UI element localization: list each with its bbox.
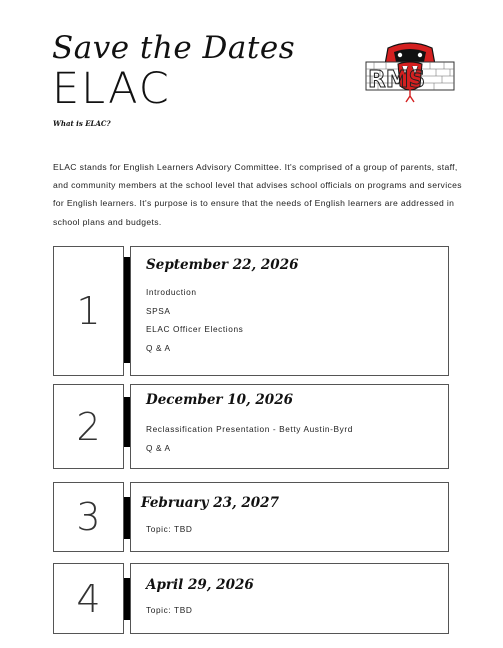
agenda-item: Q & A <box>146 343 171 353</box>
meeting-date: February 23, 2027 <box>141 495 279 511</box>
agenda-item: Q & A <box>146 443 171 453</box>
agenda-item: Introduction <box>146 287 197 297</box>
meeting-number-box: 4 <box>53 563 124 634</box>
meeting-date: December 10, 2026 <box>146 392 293 408</box>
agenda-item: ELAC Officer Elections <box>146 324 244 334</box>
school-logo <box>364 40 456 106</box>
agenda-item: Topic: TBD <box>146 605 193 615</box>
agenda-item: Topic: TBD <box>146 524 193 534</box>
meeting-card <box>130 482 449 552</box>
meeting-number-box: 2 <box>53 384 124 469</box>
meeting-number-box: 3 <box>53 482 124 552</box>
save-the-dates-heading: Save the Dates <box>52 30 296 66</box>
agenda-item: Reclassification Presentation - Betty Austin-Byrd <box>146 424 353 434</box>
meeting-card <box>130 246 449 376</box>
logo-lettering: RMS <box>368 67 426 93</box>
meeting-number-box: 1 <box>53 246 124 376</box>
page-title: ELAC <box>52 64 171 114</box>
meeting-card <box>130 384 449 469</box>
meeting-card <box>130 563 449 634</box>
meeting-date: September 22, 2026 <box>146 257 299 273</box>
agenda-item: SPSA <box>146 306 171 316</box>
intro-paragraph: ELAC stands for English Learners Advisory Committee. It's comprised of a group of parents, staff, and community members at the school level that advises school officials on programs and services for English learners. It's purpose is to ensure that the needs of English learners are addressed in school plans and budgets. <box>53 162 462 227</box>
section-subtitle: What is ELAC? <box>53 119 111 128</box>
meeting-date: April 29, 2026 <box>146 577 254 593</box>
